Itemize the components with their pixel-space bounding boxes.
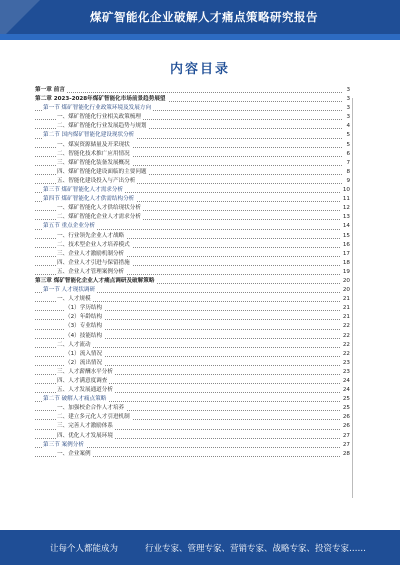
report-title: 煤矿智能化企业破解人才痛点策略研究报告 bbox=[90, 10, 318, 24]
toc-entry-page: 15 bbox=[341, 232, 350, 241]
toc-entry-title: 三、人才薪酬水平分析 bbox=[57, 368, 115, 377]
toc-entry-page: 21 bbox=[341, 313, 350, 322]
toc-entry[interactable] bbox=[35, 322, 350, 331]
toc-entry-page: 7 bbox=[344, 159, 350, 168]
toc-entry-page: 9 bbox=[344, 177, 350, 186]
toc-entry[interactable] bbox=[35, 377, 350, 386]
toc-entry-page: 22 bbox=[341, 322, 350, 331]
toc-entry-page: 26 bbox=[341, 413, 350, 422]
toc-entry-page: 20 bbox=[341, 277, 350, 286]
toc-entry-title: 一、煤矿智能化行业相关政策梳理 bbox=[57, 113, 143, 122]
right-divider-line bbox=[352, 98, 353, 498]
toc-entry-title: 四、企业人才引进与保留措施 bbox=[57, 259, 132, 268]
footer-slogan-left: 让每个人都能成为 bbox=[50, 544, 119, 554]
toc-entry-page: 12 bbox=[341, 204, 350, 213]
toc-entry-title: 第四节 煤矿智能化人才供需结构分析 bbox=[43, 195, 136, 204]
footer-slogan-right: 行业专家、管理专家、营销专家、战略专家、投资专家…… bbox=[145, 544, 367, 554]
toc-entry[interactable] bbox=[35, 422, 350, 431]
toc-entry[interactable] bbox=[35, 95, 350, 104]
toc-entry-page: 25 bbox=[341, 395, 350, 404]
toc-entry-title: 一、煤炭资源储量及开采现状 bbox=[57, 141, 132, 150]
toc-entry-page: 26 bbox=[341, 422, 350, 431]
toc-entry-title: 三、煤矿智能化装备发展概况 bbox=[57, 159, 132, 168]
toc-entry-page: 27 bbox=[341, 441, 350, 450]
toc-entry[interactable] bbox=[35, 350, 350, 359]
toc-entry-page: 8 bbox=[344, 168, 350, 177]
toc-entry-title: 五、人才发展通道分析 bbox=[57, 386, 115, 395]
toc-entry-page: 13 bbox=[341, 213, 350, 222]
toc-entry-page: 16 bbox=[341, 241, 350, 250]
toc-entry[interactable] bbox=[35, 286, 350, 295]
toc-entry-page: 5 bbox=[344, 141, 350, 150]
toc-entry-title: 二、技术型企业人才培养模式 bbox=[57, 241, 132, 250]
toc-entry-page: 28 bbox=[341, 450, 350, 459]
toc-entry-title: 五、企业人才管理案例分析 bbox=[57, 268, 126, 277]
toc-entry[interactable] bbox=[35, 386, 350, 395]
toc-entry-page: 25 bbox=[341, 404, 350, 413]
toc-entry-page: 5 bbox=[344, 131, 350, 140]
toc-entry[interactable] bbox=[35, 150, 350, 159]
toc-leader-dots bbox=[35, 92, 342, 93]
toc-entry[interactable] bbox=[35, 86, 350, 95]
toc-entry-page: 14 bbox=[341, 222, 350, 231]
toc-entry-page: 21 bbox=[341, 304, 350, 313]
toc-entry[interactable] bbox=[35, 404, 350, 413]
toc-entry-page: 20 bbox=[341, 286, 350, 295]
toc-entry[interactable] bbox=[35, 368, 350, 377]
toc-entry-page: 3 bbox=[344, 95, 350, 104]
toc-entry-title: 二、煤矿智能化企业人才需求分析 bbox=[57, 213, 143, 222]
toc-entry-title: 二、煤矿智能化行业发展趋势与规划 bbox=[57, 122, 149, 131]
toc-entry-title: 一、煤矿智能化人才供给现状分析 bbox=[57, 204, 143, 213]
toc-entry-title: 四、优化人才发展环境 bbox=[57, 432, 115, 441]
toc-entry-title: 第三节 煤矿智能化人才需求分析 bbox=[43, 186, 125, 195]
toc-heading: 内容目录 bbox=[169, 62, 230, 77]
toc-entry-page: 19 bbox=[341, 268, 350, 277]
toc-entry-page: 21 bbox=[341, 295, 350, 304]
toc-entry-page: 11 bbox=[341, 195, 350, 204]
toc-entry[interactable] bbox=[35, 259, 350, 268]
toc-entry-title: 四、人才满意度调查 bbox=[57, 377, 109, 386]
toc-entry-title: 三、完善人才激励体系 bbox=[57, 422, 115, 431]
toc-entry-title: （3）专业结构 bbox=[65, 322, 104, 331]
toc-entry[interactable] bbox=[35, 177, 350, 186]
toc-entry-page: 23 bbox=[341, 368, 350, 377]
table-of-contents bbox=[35, 86, 350, 459]
report-header bbox=[0, 0, 400, 40]
toc-entry-title: 四、煤矿智能化建设面临的主要问题 bbox=[57, 168, 149, 177]
toc-entry-title: 二、智能化技术推广应用情况 bbox=[57, 150, 132, 159]
toc-entry[interactable] bbox=[35, 241, 350, 250]
toc-entry-page: 17 bbox=[341, 250, 350, 259]
toc-entry-page: 23 bbox=[341, 359, 350, 368]
toc-entry-title: 一、人才规模 bbox=[57, 295, 93, 304]
toc-entry-title: （1）学历结构 bbox=[65, 304, 104, 313]
toc-entry[interactable] bbox=[35, 277, 350, 286]
toc-entry[interactable] bbox=[35, 122, 350, 131]
toc-entry[interactable] bbox=[35, 295, 350, 304]
toc-entry-page: 10 bbox=[341, 186, 350, 195]
toc-entry[interactable] bbox=[35, 213, 350, 222]
toc-entry[interactable] bbox=[35, 113, 350, 122]
toc-entry[interactable] bbox=[35, 168, 350, 177]
toc-entry[interactable] bbox=[35, 432, 350, 441]
toc-entry-page: 22 bbox=[341, 332, 350, 341]
toc-entry[interactable] bbox=[35, 222, 350, 231]
toc-entry[interactable] bbox=[35, 304, 350, 313]
toc-entry[interactable] bbox=[35, 131, 350, 140]
toc-entry[interactable] bbox=[35, 341, 350, 350]
toc-entry[interactable] bbox=[35, 332, 350, 341]
toc-entry-title: （2）年龄结构 bbox=[65, 313, 104, 322]
toc-entry[interactable] bbox=[35, 141, 350, 150]
toc-entry[interactable] bbox=[35, 104, 350, 113]
toc-entry[interactable] bbox=[35, 359, 350, 368]
toc-entry-page: 3 bbox=[344, 86, 350, 95]
toc-entry-title: 第二章 2023-2028年煤矿智能化市场前景趋势展望 bbox=[35, 95, 168, 104]
toc-entry[interactable] bbox=[35, 232, 350, 241]
toc-entry-title: 第一节 人才现状调研 bbox=[43, 286, 97, 295]
toc-entry[interactable] bbox=[35, 204, 350, 213]
toc-entry-title: 第二节 国内煤矿智能化建设现状分析 bbox=[43, 131, 136, 140]
toc-entry-title: 一、加强校企合作人才培养 bbox=[57, 404, 126, 413]
toc-entry-title: 第一节 煤矿智能化行业政策环境及发展方向 bbox=[43, 104, 153, 113]
toc-entry-title: 第一章 前言 bbox=[35, 86, 67, 95]
toc-entry-title: 二、建立多元化人才引进机制 bbox=[57, 413, 132, 422]
toc-entry[interactable] bbox=[35, 195, 350, 204]
toc-entry-title: 二、人才流动 bbox=[57, 341, 93, 350]
toc-entry-page: 24 bbox=[341, 386, 350, 395]
toc-entry-title: 五、智能化建设投入与产出分析 bbox=[57, 177, 137, 186]
toc-entry-page: 18 bbox=[341, 259, 350, 268]
toc-entry-title: 第三章 煤矿智能化企业人才痛点调研及破解策略 bbox=[35, 277, 156, 286]
report-footer bbox=[0, 530, 400, 565]
toc-entry-page: 24 bbox=[341, 377, 350, 386]
toc-entry[interactable] bbox=[35, 186, 350, 195]
toc-entry-page: 22 bbox=[341, 350, 350, 359]
toc-entry-page: 3 bbox=[344, 113, 350, 122]
toc-entry-title: （1）流入情况 bbox=[65, 350, 104, 359]
toc-entry[interactable] bbox=[35, 159, 350, 168]
toc-entry[interactable] bbox=[35, 250, 350, 259]
toc-entry[interactable] bbox=[35, 395, 350, 404]
toc-entry[interactable] bbox=[35, 450, 350, 459]
toc-entry-page: 27 bbox=[341, 432, 350, 441]
header-stripe bbox=[0, 34, 400, 40]
toc-entry-title: 第五节 重点企业分析 bbox=[43, 222, 97, 231]
toc-entry[interactable] bbox=[35, 441, 350, 450]
toc-entry[interactable] bbox=[35, 268, 350, 277]
toc-entry-title: （2）流出情况 bbox=[65, 359, 104, 368]
toc-entry-title: 一、企业案例 bbox=[57, 450, 93, 459]
toc-entry-title: 一、行业领先企业人才战略 bbox=[57, 232, 126, 241]
toc-entry[interactable] bbox=[35, 413, 350, 422]
toc-entry-page: 3 bbox=[344, 104, 350, 113]
toc-entry-page: 22 bbox=[341, 341, 350, 350]
toc-entry-title: 三、企业人才激励机制分析 bbox=[57, 250, 126, 259]
toc-entry-page: 4 bbox=[344, 122, 350, 131]
toc-entry-title: 第二节 破解人才痛点策略 bbox=[43, 395, 108, 404]
toc-entry-title: （4）技能结构 bbox=[65, 332, 104, 341]
toc-entry-page: 6 bbox=[344, 150, 350, 159]
toc-entry[interactable] bbox=[35, 313, 350, 322]
toc-entry-title: 第三节 案例分析 bbox=[43, 441, 86, 450]
